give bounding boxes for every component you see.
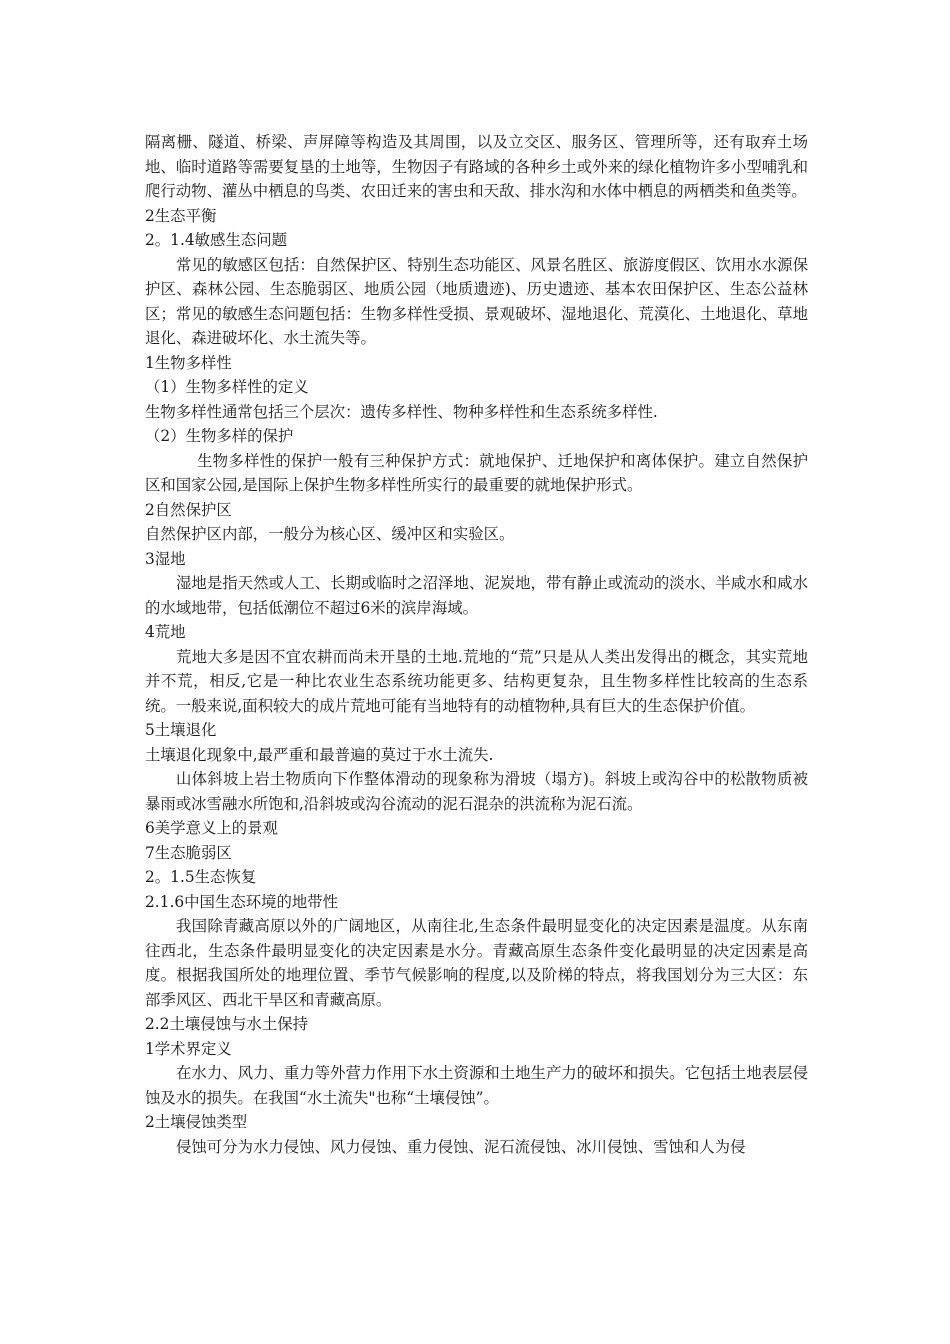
heading-zonality: 2.1.6中国生态环境的地带性 — [145, 892, 339, 911]
heading-soil-degradation: 5土壤退化 — [145, 721, 217, 739]
paragraph-landslide-debris-flow: 山体斜坡上岩土物质向下作整体滑动的现象称为滑坡（塌方)。斜坡上或沟谷中的松散物质被暴雨或冰雪融水所饱和,沿斜坡或沟谷流动的泥石混杂的洪流称为泥石流。 — [145, 770, 808, 813]
heading-soil-conservation: 2.2土壤侵蚀与水土保持 — [145, 1015, 308, 1033]
heading-wasteland: 4荒地 — [145, 623, 186, 641]
heading-biodiversity-protection: （2）生物多样的保护 — [145, 427, 294, 445]
heading-biodiversity: 1生物多样性 — [145, 353, 232, 372]
paragraph-sensitive-areas: 常见的敏感区包括：自然保护区、特别生态功能区、风景名胜区、旅游度假区、饮用水水源保护区、森林公园、生态脆弱区、地质公园（地质遗迹)、历史遗迹、基本农田保护区、生态公益林区；常见的敏感生态问题包括：生物多样性受损、景观破坏、湿地退化、荒漠化、土地退化、草地退化、森进破坏化、水土流失等。 — [145, 255, 808, 347]
heading-academic-definition: 1学术界定义 — [145, 1039, 232, 1058]
heading-biodiversity-definition: （1）生物多样性的定义 — [145, 378, 309, 396]
paragraph-wetland-definition: 湿地是指天然或人工、长期或临时之沼泽地、泥炭地，带有静止或流动的淡水、半咸水和咸水的水域地带，包括低潮位不超过6米的滨岸海域。 — [145, 574, 808, 617]
paragraph-roadside-ecology: 隔离栅、隧道、桥梁、声屏障等构造及其周围，以及立交区、服务区、管理所等，还有取弃土场地、临时道路等需要复垦的土地等，生物因子有路域的各种乡土或外来的绿化植物许多小型哺乳和爬行动物、灌丛中栖息的鸟类、农田迁来的害虫和天敌、排水沟和水体中栖息的两栖类和鱼类等。 — [145, 133, 808, 200]
heading-wetland: 3湿地 — [145, 549, 186, 568]
paragraph-wasteland: 荒地大多是因不宜农耕而尚未开垦的土地.荒地的“荒”只是从人类出发得出的概念，其实荒地并不荒，相反,它是一种比农业生态系统功能更多、结构更复杂，且生物多样性比较高的生态系统。一般来说,面积较大的成片荒地可能有当地特有的动植物种,具有巨大的生态保护价值。 — [145, 647, 808, 715]
heading-nature-reserve: 2自然保护区 — [145, 500, 232, 519]
heading-ecological-restoration: 2。1.5生态恢复 — [145, 868, 257, 886]
paragraph-biodiversity-levels: 生物多样性通常包括三个层次：遗传多样性、物种多样性和生态系统多样性. — [145, 402, 658, 421]
paragraph-reserve-zones: 自然保护区内部，一般分为核心区、缓冲区和实验区。 — [145, 525, 515, 543]
paragraph-erosion-definition: 在水力、风力、重力等外营力作用下水土资源和土地生产力的破坏和损失。它包括土地表层侵蚀及水的损失。在我国“水土流失"也称“土壤侵蚀”。 — [145, 1064, 808, 1107]
paragraph-soil-erosion-severity: 土壤退化现象中,最严重和最普遍的莫过于水土流失. — [145, 745, 494, 764]
paragraph-erosion-types: 侵蚀可分为水力侵蚀、风力侵蚀、重力侵蚀、泥石流侵蚀、冰川侵蚀、雪蚀和人为侵 — [176, 1137, 746, 1156]
heading-sensitive-issues: 2。1.4敏感生态问题 — [145, 231, 288, 249]
paragraph-china-zonality: 我国除青藏高原以外的广阔地区，从南往北,生态条件最明显变化的决定因素是温度。从东南往西北，生态条件最明显变化的决定因素是水分。青藏高原生态条件变化最明显的决定因素是高度。根据我国所处的地理位置、季节气候影响的程度,以及阶梯的特点，将我国划分为三大区：东部季风区、西北干旱区和青藏高原。 — [145, 917, 808, 1009]
heading-ecological-balance: 2生态平衡 — [145, 206, 217, 225]
document-body — [145, 130, 808, 1159]
paragraph-protection-methods: 生物多样性的保护一般有三种保护方式：就地保护、迁地保护和离体保护。建立自然保护区和国家公园,是国际上保护生物多样性所实行的最重要的就地保护形式。 — [145, 451, 808, 494]
heading-erosion-types: 2土壤侵蚀类型 — [145, 1113, 248, 1131]
heading-aesthetic-landscape: 6美学意义上的景观 — [145, 819, 278, 837]
heading-fragile-zone: 7生态脆弱区 — [145, 843, 232, 862]
